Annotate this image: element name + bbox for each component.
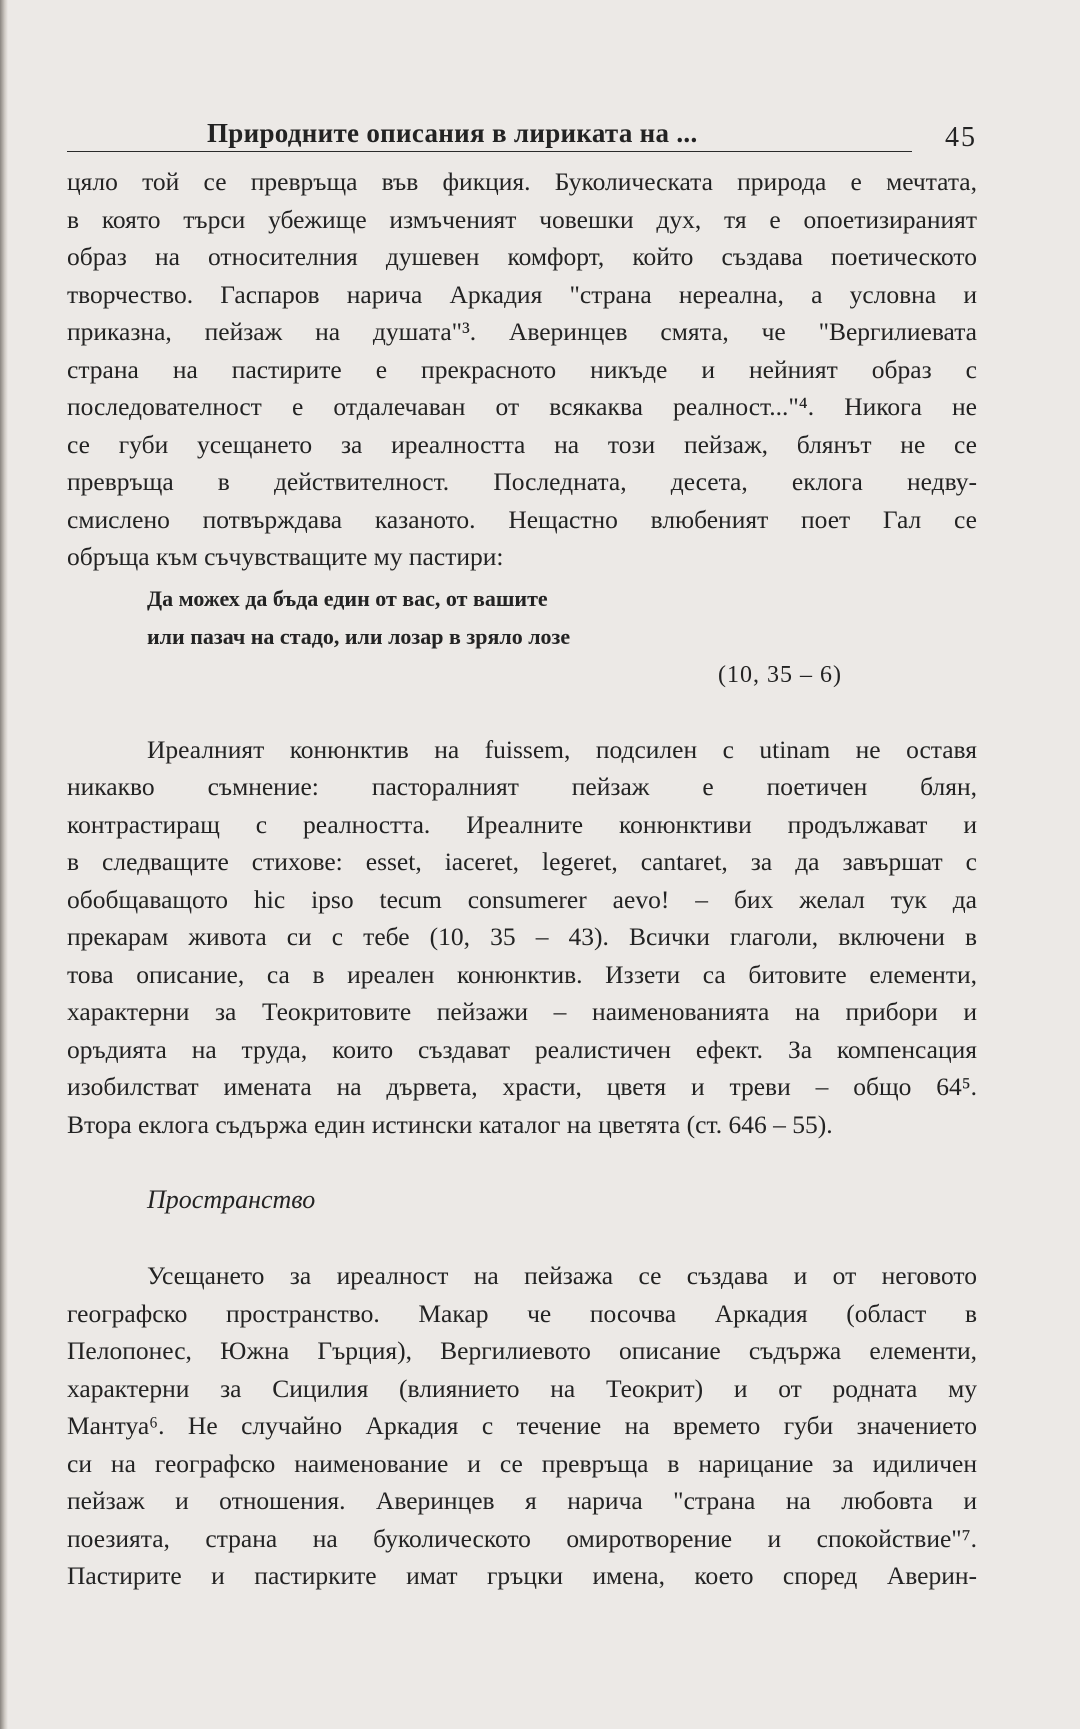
text-line: това описание, са в иреален конюнктив. Иззети са битовите елементи, [67, 959, 977, 989]
text-line: превръща в действителност. Последната, десета, еклога недву- [67, 467, 977, 496]
text-line: контрастиращ с реалността. Иреалните конюнктиви продължават и [67, 809, 977, 839]
text-line: обръща към съчувстващите му пастири: [67, 542, 504, 571]
verse-reference: (10, 35 – 6) [718, 661, 842, 688]
text-line: образ на относителния душевен комфорт, който създава поетическото [67, 242, 977, 271]
text-line: Пастирите и пастирките имат гръцки имена, което според Аверин- [67, 1561, 977, 1590]
running-header-title: Природните описания в лириката на ... [207, 118, 698, 148]
text-line: прекарам живота си с тебе (10, 35 – 43). Всички глаголи, включени в [67, 922, 977, 951]
text-line: географско пространство. Макар че посочва Аркадия (област в [67, 1298, 977, 1328]
header-rule [67, 151, 912, 152]
book-spine-shadow [0, 0, 8, 1729]
text-line: оръдията на труда, които създават реалистичен ефект. За компенсация [67, 1034, 977, 1064]
text-line: характерни за Теокритовите пейзажи – наименованията на прибори и [67, 997, 977, 1026]
text-line: творчество. Гаспаров нарича Аркадия "страна нереална, а условна и [67, 279, 977, 309]
text-line: никакво съмнение: пасторалният пейзаж е поетичен блян, [67, 772, 977, 801]
text-line: Иреалният конюнктив на fuissem, подсилен с utinam не оставя [147, 734, 977, 764]
text-line: в следващите стихове: esset, iaceret, legeret, cantaret, за да завършат с [67, 847, 977, 876]
verse-quote [147, 580, 977, 656]
verse-line: или пазач на стадо, или лозар в зряло лозе [147, 623, 571, 649]
text-line: Усещането за иреалност на пейзажа се създава и от неговото [147, 1261, 977, 1290]
verse-line: Да можех да бъда един от вас, от вашите [147, 585, 548, 611]
text-line: се губи усещането за ирeалността на този пейзаж, блянът не се [67, 429, 977, 459]
running-header [67, 112, 977, 152]
text-line: Втора еклога съдържа един истински каталог на цветята (ст. 646 – 55). [67, 1109, 833, 1139]
paragraph-2 [67, 731, 977, 1144]
text-line: изобилстват имената на дървета, храсти, цветя и треви – общо 64⁵. [67, 1072, 977, 1101]
text-line: Пелопонес, Южна Гърция), Вергилиевото описание съдържа елементи, [67, 1336, 977, 1365]
text-line: в която търси убежище измъченият човешки дух, тя е опоетизираният [67, 204, 977, 234]
paragraph-3 [67, 1257, 977, 1595]
text-line: приказна, пейзаж на душата"³. Аверинцев смята, че "Вергилиевата [67, 317, 977, 346]
text-line: поезията, страна на буколическото омиротворение и спокойствие"⁷. [67, 1523, 977, 1553]
page-number: 45 [945, 122, 977, 153]
text-line: Мантуа⁶. Не случайно Аркадия с течение на времето губи значението [67, 1411, 977, 1440]
text-line: цяло той се превръща във фикция. Буколическата природа е мечтата, [67, 167, 977, 196]
text-line: обобщаващото hic ipso tecum consumerer aevo! – бих желал тук да [67, 884, 977, 914]
text-line: пейзаж и отношения. Аверинцев я нарича "страна на любовта и [67, 1486, 977, 1515]
text-line: последователност е отдалечаван от всякаква реалност..."⁴. Никога не [67, 392, 977, 421]
section-heading: Пространство [147, 1185, 316, 1214]
text-line: страна на пастирите е прекрасното никъде и нейният образ с [67, 354, 977, 384]
text-line: си на географско наименование и се превръща в нарицание за идиличен [67, 1448, 977, 1478]
paragraph-1 [67, 163, 977, 576]
text-line: характерни за Сицилия (влиянието на Теокрит) и от родната му [67, 1373, 977, 1403]
page-body [67, 163, 977, 1595]
text-line: смислено потвърждава казаното. Нещастно влюбеният поет Гал се [67, 504, 977, 534]
